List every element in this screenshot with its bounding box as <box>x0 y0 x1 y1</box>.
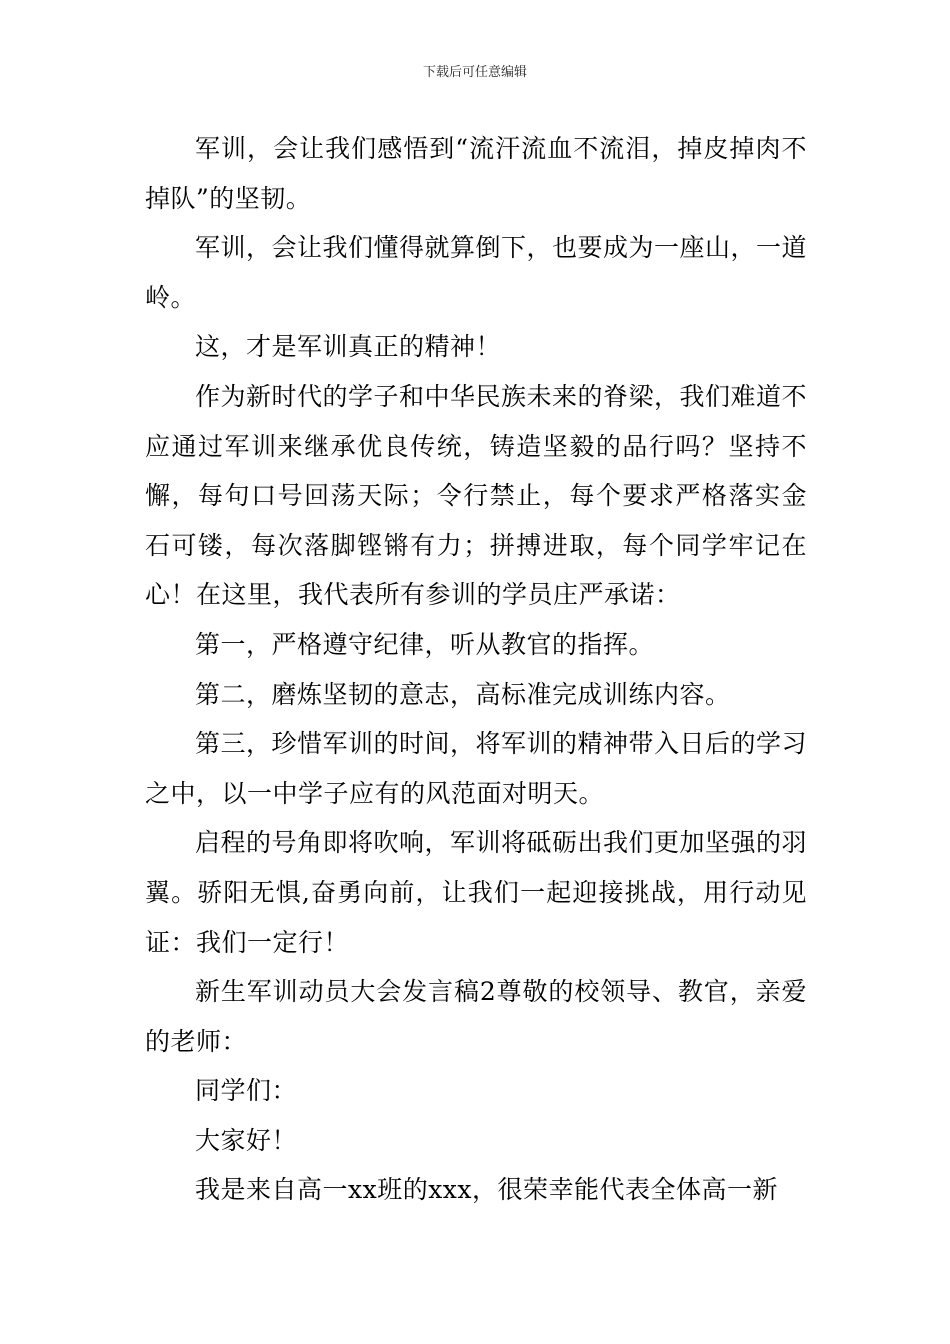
paragraph: 军训，会让我们感悟到“流汗流血不流泪，掉皮掉肉不掉队”的坚韧。 <box>145 134 807 213</box>
paragraph: 启程的号角即将吹响，军训将砥砺出我们更加坚强的羽翼。骄阳无惧,奋勇向前，让我们一起迎接挑战，用行动见证：我们一定行！ <box>145 828 808 957</box>
paragraph: 第二，磨炼坚韧的意志，高标准完成训练内容。 <box>195 679 731 709</box>
paragraph: 这，才是军训真正的精神！ <box>195 332 502 362</box>
paragraph: 我是来自高一xx班的xxx，很荣幸能代表全体高一新 <box>195 1175 778 1205</box>
paragraph: 作为新时代的学子和中华民族未来的脊梁，我们难道不应通过军训来继承优良传统，铸造坚毅的品行吗？坚持不懈，每句口号回荡天际；令行禁止，每个要求严格落实金石可镂，每次落脚铿锵有力；拼搏进取，每个同学牢记在心！在这里，我代表所有参训的学员庄严承诺： <box>145 381 808 610</box>
paragraph: 第三，珍惜军训的时间，将军训的精神带入日后的学习之中，以一中学子应有的风范面对明天。 <box>145 729 808 808</box>
paragraph: 第一，严格遵守纪律，听从教官的指挥。 <box>195 629 655 659</box>
paragraph: 军训，会让我们懂得就算倒下，也要成为一座山，一道岭。 <box>145 233 808 312</box>
page-header: 下载后可任意编辑 <box>422 65 527 80</box>
paragraph: 大家好！ <box>195 1125 298 1155</box>
paragraph: 同学们： <box>195 1076 298 1106</box>
document-body <box>145 124 807 1215</box>
paragraph: 新生军训动员大会发言稿2尊敬的校领导、教官，亲爱的老师： <box>145 977 807 1056</box>
